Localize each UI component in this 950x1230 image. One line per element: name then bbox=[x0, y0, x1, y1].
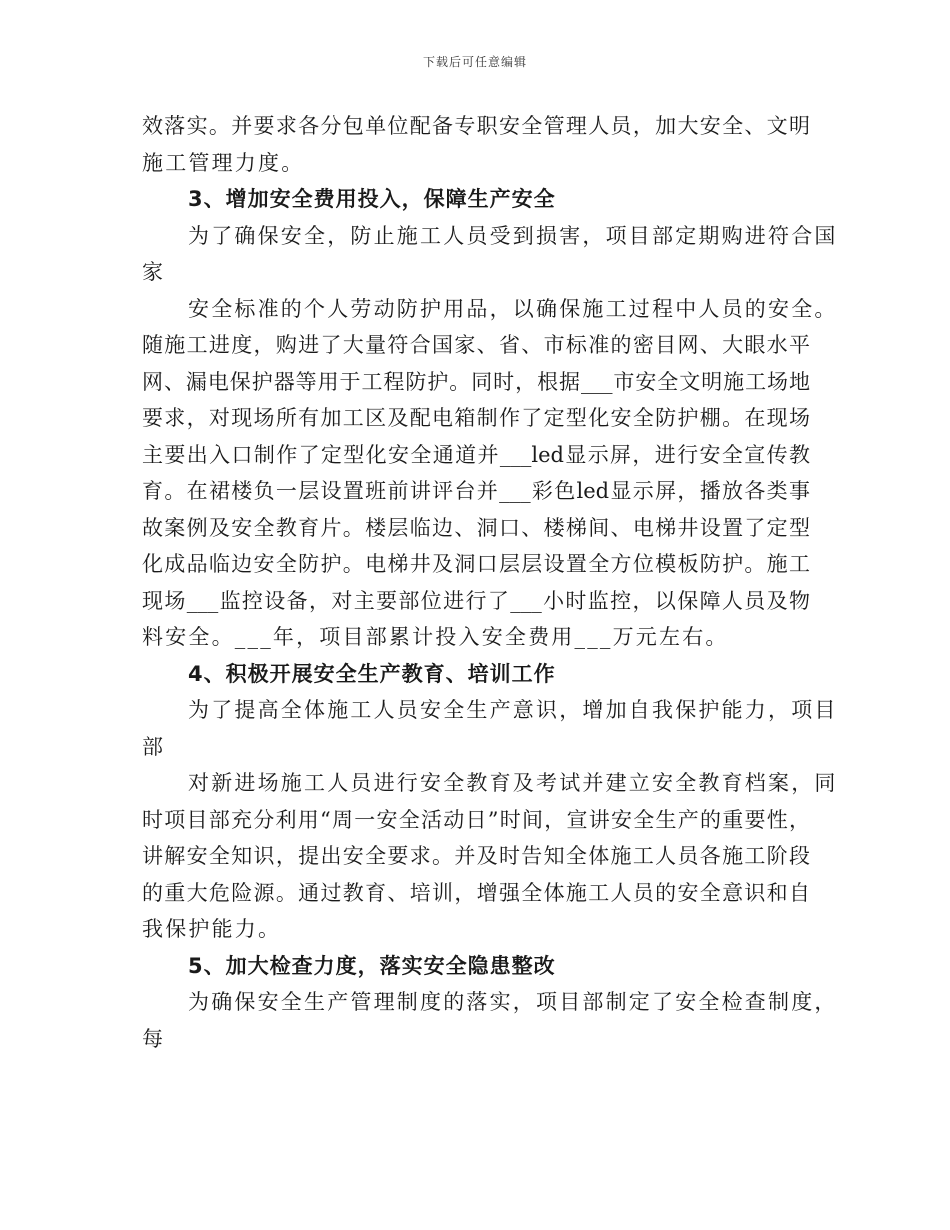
paragraph-line: 化成品临边安全防护。电梯井及洞口层层设置全方位模板防护。施工 bbox=[142, 552, 810, 576]
paragraph-line: 料安全。___年，项目部累计投入安全费用___万元左右。 bbox=[142, 625, 729, 649]
paragraph-line: 为了提高全体施工人员安全生产意识，增加自我保护能力，项目 bbox=[188, 698, 838, 722]
paragraph-line: 效落实。并要求各分包单位配备专职安全管理人员，加大安全、文明 bbox=[142, 114, 810, 138]
paragraph-line: 故案例及安全教育片。楼层临边、洞口、楼梯间、电梯井设置了定型 bbox=[142, 515, 810, 540]
paragraph-line: 时项目部充分利用“周一安全活动日”时间，宣讲安全生产的重要性， bbox=[142, 807, 810, 832]
document-body bbox=[142, 108, 838, 1057]
paragraph-line: 施工管理力度。 bbox=[142, 150, 305, 175]
paragraph-line: 每 bbox=[142, 1026, 166, 1051]
paragraph-line: 要求，对现场所有加工区及配电箱制作了定型化安全防护棚。在现场 bbox=[142, 406, 810, 430]
section-heading: 4、积极开展安全生产教育、培训工作 bbox=[188, 661, 556, 686]
paragraph-line: 育。在裙楼负一层设置班前讲评台并___彩色led显示屏，播放各类事 bbox=[142, 479, 810, 503]
paragraph-line: 安全标准的个人劳动防护用品，以确保施工过程中人员的安全。 bbox=[188, 296, 838, 321]
paragraph-line: 为了确保安全，防止施工人员受到损害，项目部定期购进符合国 bbox=[188, 223, 838, 248]
paragraph-line: 讲解安全知识，提出安全要求。并及时告知全体施工人员各施工阶段 bbox=[142, 844, 810, 868]
paragraph-line: 对新进场施工人员进行安全教育及考试并建立安全教育档案，同 bbox=[188, 771, 838, 795]
paragraph-line: 为确保安全生产管理制度的落实，项目部制定了安全检查制度， bbox=[188, 990, 838, 1014]
paragraph-line: 现场___监控设备，对主要部位进行了___小时监控，以保障人员及物 bbox=[142, 588, 810, 613]
paragraph-line: 随施工进度，购进了大量符合国家、省、市标准的密目网、大眼水平 bbox=[142, 333, 810, 357]
paragraph-line: 网、漏电保护器等用于工程防护。同时，根据___市安全文明施工场地 bbox=[142, 369, 810, 394]
paragraph-line: 家 bbox=[142, 260, 166, 284]
page-header: 下载后可任意编辑 bbox=[422, 55, 527, 69]
paragraph-line: 我保护能力。 bbox=[142, 917, 282, 941]
paragraph-line: 主要出入口制作了定型化安全通道并___led显示屏，进行安全宣传教 bbox=[142, 442, 810, 467]
paragraph-line: 的重大危险源。通过教育、培训，增强全体施工人员的安全意识和自 bbox=[142, 880, 810, 905]
section-heading: 5、加大检查力度，落实安全隐患整改 bbox=[188, 953, 556, 978]
paragraph-line: 部 bbox=[142, 734, 166, 759]
section-heading: 3、增加安全费用投入，保障生产安全 bbox=[188, 187, 556, 211]
